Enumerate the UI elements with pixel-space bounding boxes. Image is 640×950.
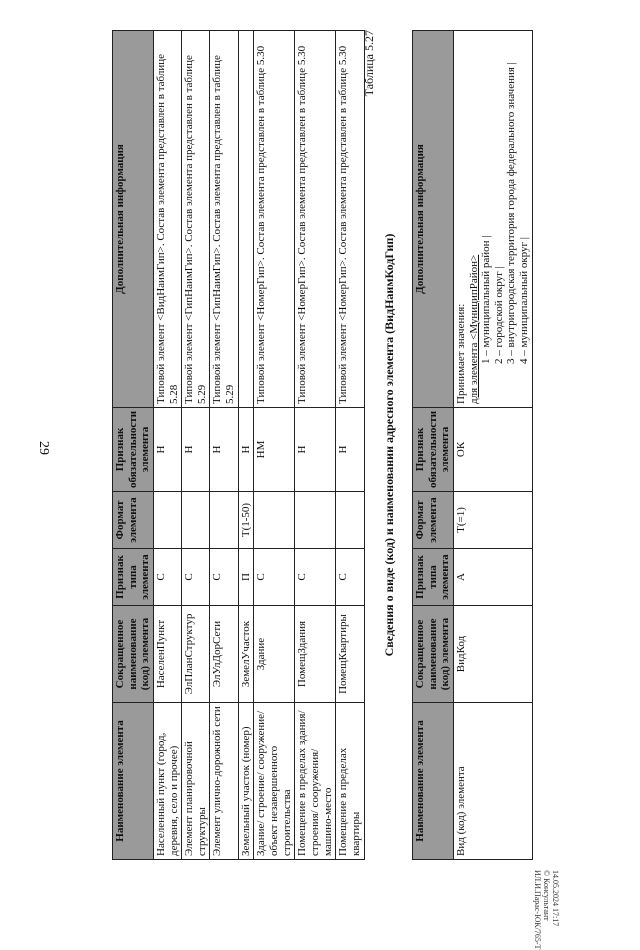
cell-required: ОК [453,407,532,491]
cell-code: НаселенПункт [153,606,181,703]
cell-format [295,492,336,549]
col-header-type: Признак типа элемента [113,549,154,606]
table-row [153,31,181,860]
col-header-required: Признак обязательности элемента [413,407,454,491]
cell-type: А [453,549,532,606]
cell-info: Типовой элемент <НомерГип>. Состав элемента представлен в таблице 5.30 [336,31,364,408]
cell-info: Типовой элемент <НомерГип>. Состав элемента представлен в таблице 5.30 [254,31,295,408]
col-header-format: Формат элемента [413,492,454,549]
cell-format [210,492,238,549]
cell-name: Вид (код) элемента [453,703,532,860]
cell-name: Помещение в пределах квартиры [336,703,364,860]
footer-source: © Консультант ИЛ.И.Парас-ЮК/765-Т [533,870,551,950]
info-for: для элемента <МуниципРайон> [467,254,480,404]
cell-code: Здание [254,606,295,703]
cell-format [182,492,210,549]
cell-info: Типовой элемент <НомерГип>. Состав элемента представлен в таблице 5.30 [295,31,336,408]
table-row [254,31,295,860]
cell-type: П [238,549,254,606]
value-item: 4 – муниципальный округ | [518,236,531,364]
col-header-type: Признак типа элемента [413,549,454,606]
col-header-required: Признак обязательности элемента [113,407,154,491]
cell-type: С [182,549,210,606]
cell-info: Типовой элемент <ВидНаимГип>. Состав элемента представлен в таблице 5.28 [153,31,181,408]
cell-name: Элемент улично-дорожной сети [210,703,238,860]
addresses-table [112,30,365,860]
cell-required: Н [336,407,364,491]
cell-required: Н [295,407,336,491]
cell-code: ЭлУлДорСети [210,606,238,703]
cell-code: ВидКод [453,606,532,703]
table-row [295,31,336,860]
table-header-row [413,31,454,860]
cell-code: ЗемелУчасток [238,606,254,703]
table-row [182,31,210,860]
col-header-info: Дополнительная информация [113,31,154,408]
table-label: Таблица 5.27 [362,30,376,97]
footer-stamp [533,870,560,950]
cell-type: С [336,549,364,606]
cell-name: Земельный участок (номер) [238,703,254,860]
cell-info: Типовой элемент <ГипНаимГип>. Состав элемента представлен в таблице 5.29 [210,31,238,408]
value-item: 1 – муниципальный район | [480,235,493,364]
cell-code: ПомещЗдания [295,606,336,703]
table-row [453,31,532,860]
cell-format [336,492,364,549]
table-title: Сведения о виде (код) и наименовании адресного элемента (ВидНаимКодГип) [382,233,396,657]
cell-code: ПомещКвартиры [336,606,364,703]
cell-format: T(1-50) [238,492,254,549]
col-header-name: Наименование элемента [413,703,454,860]
cell-required: Н [210,407,238,491]
footer-date: 14.05.2024 17:17 [551,870,560,927]
cell-type: С [295,549,336,606]
info-intro: Принимает значения: [454,303,467,404]
cell-code: ЭлПланСтруктур [182,606,210,703]
table-row [336,31,364,860]
cell-format [153,492,181,549]
page-number: 29 [36,441,51,455]
cell-name: Помещение в пределах здания/ строения/ сооружения/ машино-место [295,703,336,860]
col-header-name: Наименование элемента [113,703,154,860]
cell-format [254,492,295,549]
rotated-inner [112,30,567,860]
cell-type: С [254,549,295,606]
col-header-info: Дополнительная информация [413,31,454,408]
cell-format: T(=1) [453,492,532,549]
cell-required: Н [182,407,210,491]
cell-type: С [153,549,181,606]
cell-required: НМ [254,407,295,491]
cell-type: С [210,549,238,606]
cell-name: Населенный пункт (город, деревня, село и прочее) [153,703,181,860]
cell-required: Н [153,407,181,491]
table-header-row [113,31,154,860]
element-kind-table [412,30,533,860]
value-item: 3 – внутригородская территория города федерального значения | [505,62,518,364]
cell-info: Типовой элемент <ГипНаимГип>. Состав элемента представлен в таблице 5.29 [182,31,210,408]
table-body [153,31,364,860]
table-row [210,31,238,860]
cell-info [238,31,254,408]
cell-info [453,31,532,408]
cell-name: Элемент планировочной структуры [182,703,210,860]
col-header-format: Формат элемента [113,492,154,549]
col-header-code: Сокращенное наименование (код) элемента [413,606,454,703]
cell-required: Н [238,407,254,491]
value-item: 2 – городской округ | [492,266,505,364]
rotated-content [112,30,567,860]
table-row [238,31,254,860]
col-header-code: Сокращенное наименование (код) элемента [113,606,154,703]
cell-name: Здание/ строение/ сооружение/ объект незавершенного строительства [254,703,295,860]
